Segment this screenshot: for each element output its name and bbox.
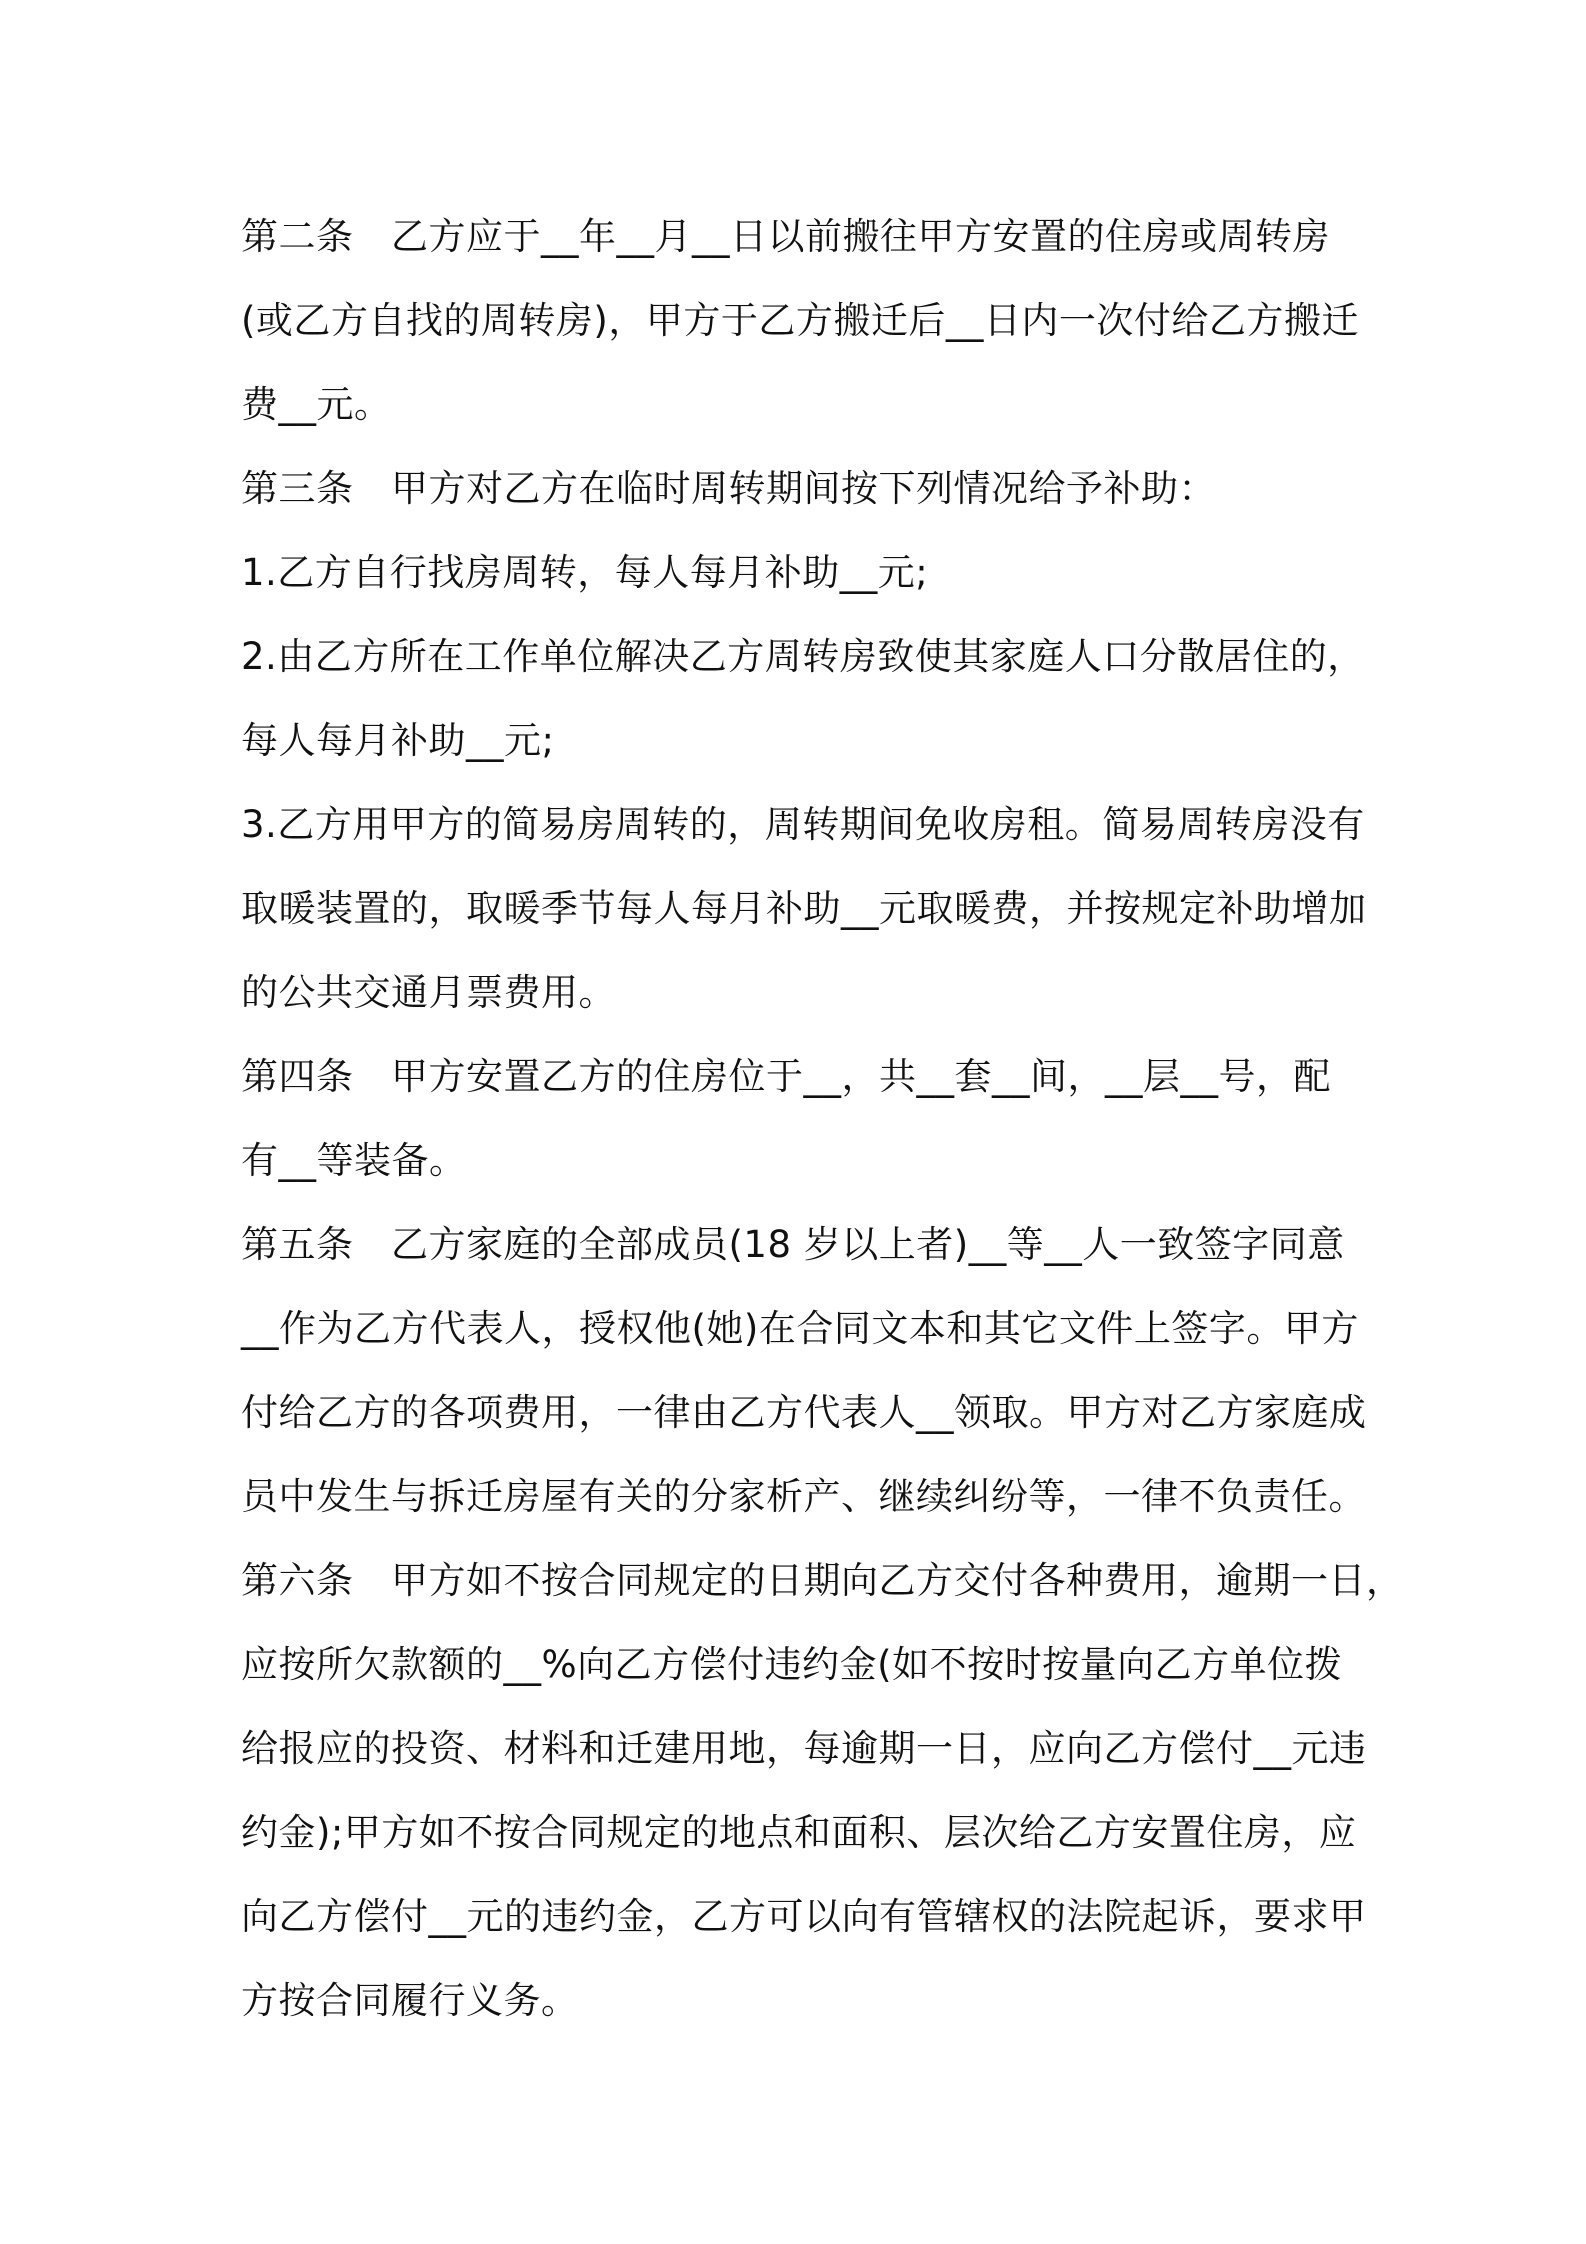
text-line: 1.乙方自行找房周转，每人每月补助__元; <box>241 551 929 594</box>
text-line: 取暖装置的，取暖季节每人每月补助__元取暖费，并按规定补助增加 <box>241 887 1367 930</box>
text-line: 的公共交通月票费用。 <box>241 971 616 1014</box>
text-line: 向乙方偿付__元的违约金，乙方可以向有管辖权的法院起诉，要求甲 <box>241 1895 1367 1938</box>
text-line: 费__元。 <box>241 383 392 426</box>
text-line: 给报应的投资、材料和迁建用地，每逾期一日，应向乙方偿付__元违 <box>241 1727 1367 1770</box>
text-line: 方按合同履行义务。 <box>241 1979 579 2022</box>
text-line-article-2: 第二条 乙方应于__年__月__日以前搬往甲方安置的住房或周转房 <box>241 215 1330 258</box>
contract-body <box>241 195 1404 2043</box>
text-line: 应按所欠款额的__%向乙方偿付违约金(如不按时按量向乙方单位拨 <box>241 1643 1343 1686</box>
text-line: 付给乙方的各项费用，一律由乙方代表人__领取。甲方对乙方家庭成 <box>241 1391 1367 1434</box>
text-line: 2.由乙方所在工作单位解决乙方周转房致使其家庭人口分散居住的， <box>241 635 1365 678</box>
text-line-article-5: 第五条 乙方家庭的全部成员(18 岁以上者)__等__人一致签字同意 <box>241 1223 1345 1266</box>
text-line: (或乙方自找的周转房)，甲方于乙方搬迁后__日内一次付给乙方搬迁 <box>241 299 1359 342</box>
text-line-article-4: 第四条 甲方安置乙方的住房位于__，共__套__间，__层__号，配 <box>241 1055 1331 1098</box>
text-line: 员中发生与拆迁房屋有关的分家析产、继续纠纷等，一律不负责任。 <box>241 1475 1366 1518</box>
text-line: 3.乙方用甲方的简易房周转的，周转期间免收房租。简易周转房没有 <box>241 803 1365 846</box>
text-line: 约金);甲方如不按合同规定的地点和面积、层次给乙方安置住房，应 <box>241 1811 1357 1854</box>
text-line-article-3: 第三条 甲方对乙方在临时周转期间按下列情况给予补助： <box>241 467 1216 510</box>
text-line: 每人每月补助__元; <box>241 719 555 762</box>
text-line: __作为乙方代表人，授权他(她)在合同文本和其它文件上签字。甲方 <box>241 1307 1359 1350</box>
text-line: 有__等装备。 <box>241 1139 467 1182</box>
text-line-article-6: 第六条 甲方如不按合同规定的日期向乙方交付各种费用，逾期一日， <box>241 1559 1404 1602</box>
